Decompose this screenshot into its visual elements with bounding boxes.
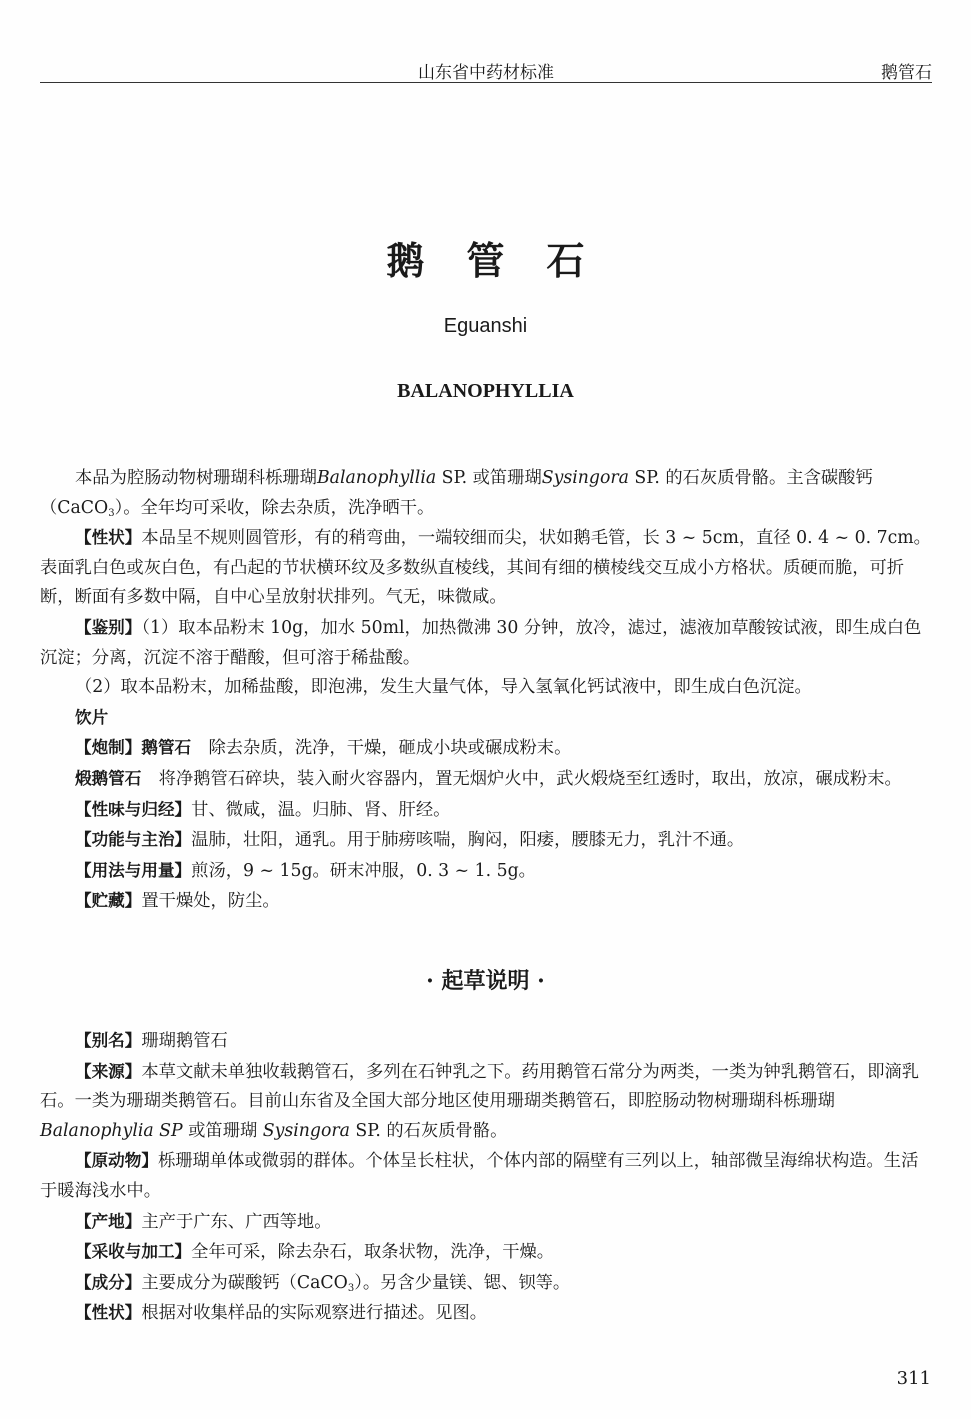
subheading-yinpian: 饮片 (75, 707, 109, 727)
intro-paragraph: 本品为腔肠动物树珊瑚科栎珊瑚Balanophyllia SP. 或笛珊瑚Sysingora SP. 的石灰质骨骼。主含碳酸钙（CaCO$_3$）。全年均可采收，除去杂质，洗净晒干。 (40, 468, 873, 519)
calcined-paragraph: 煅鹅管石 将净鹅管石碎块，装入耐火容器内，置无烟炉火中，武火煅烧至红透时，取出，放凉，碾成粉末。 (75, 768, 902, 789)
origin-paragraph: 【产地】主产于广东、广西等地。 (75, 1211, 332, 1232)
section-label: 【别名】 (75, 1031, 142, 1050)
page-title: 鹅管石 (386, 239, 627, 283)
processing-paragraph: 【炮制】鹅管石 除去杂质，洗净，干燥，砸成小块或碾成粉末。 (75, 738, 572, 759)
section-label: 【原动物】 (75, 1151, 158, 1171)
drafting-notes (40, 1026, 932, 1329)
storage-paragraph: 【贮藏】置干燥处，防尘。 (75, 891, 280, 912)
species-name: Sysingora (541, 468, 629, 488)
function-paragraph: 【功能与主治】温肺，壮阳，通乳。用于肺痨咳喘，胸闷，阳痿，腰膝无力，乳汁不通。 (75, 830, 745, 851)
section-label: 【性味与归经】 (75, 799, 192, 819)
section-label: 【采收与加工】 (75, 1242, 192, 1262)
section-label: 【用法与用量】 (75, 860, 192, 880)
harvest-paragraph: 【采收与加工】全年可采，除去杂石，取条状物，洗净，干燥。 (75, 1242, 555, 1263)
section-label: 【鉴别】 (75, 617, 142, 637)
section-label: 【炮制】 (75, 738, 142, 758)
source-paragraph: 【来源】本草文献未单独收载鹅管石，多列在石钟乳之下。药用鹅管石常分为两类，一类为钟乳鹅管石，即滴乳石。一类为珊瑚类鹅管石。目前山东省及全国大部分地区使用珊瑚类鹅管石，即腔肠动物树珊瑚科栎珊瑚 Balanophylia SP 或笛珊瑚 Sysingora SP. 的石灰质骨骼。 (40, 1061, 920, 1141)
section-label: 【功能与主治】 (75, 830, 192, 850)
identification-paragraph: 【鉴别】（1）取本品粉末 10g，加水 50ml，加热微沸 30 分钟，放冷，滤过，滤液加草酸铵试液，即生成白色沉淀；分离，沉淀不溶于醋酸，但可溶于稀盐酸。 (40, 617, 922, 668)
section-label: 【贮藏】 (75, 891, 142, 911)
identification-paragraph-2: （2）取本品粉末，加稀盐酸，即泡沸，发生大量气体，导入氢氧化钙试液中，即生成白色沉淀。 (75, 677, 812, 698)
section-label: 【来源】 (75, 1061, 142, 1081)
composition-paragraph: 【成分】主要成分为碳酸钙（CaCO$_3$）。另含少量镁、锶、钡等。 (75, 1272, 571, 1294)
section-label: 【产地】 (75, 1211, 142, 1231)
nature-paragraph: 【性味与归经】甘、微咸，温。归肺、肾、肝经。 (75, 799, 451, 820)
pinyin-name: Eguanshi (443, 315, 528, 337)
alias-paragraph: 【别名】珊瑚鹅管石 (75, 1031, 228, 1051)
header-entry-name: 鹅管石 (881, 63, 932, 83)
description-paragraph: 【性状】本品呈不规则圆管形，有的稍弯曲，一端较细而尖，状如鹅毛管，长 3 ~ 5cm，直径 0. 4 ~ 0. 7cm。表面乳白色或灰白色，有凸起的节状横环纹及多数纵直棱线，其间有细的横棱线交互成小方格状。质硬而脆，可折断，断面有多数中隔，自中心呈放射状排列。气无，味微咸。 (40, 528, 931, 608)
page-number: 311 (896, 1368, 931, 1389)
character-paragraph: 【性状】根据对收集样品的实际观察进行描述。见图。 (75, 1303, 488, 1324)
species-name: Balanophylia SP (40, 1120, 183, 1141)
latin-name: BALANOPHYLLIA (397, 380, 574, 402)
species-name: Balanophyllia (316, 468, 437, 488)
dosage-paragraph: 【用法与用量】煎汤，9 ~ 15g。研末冲服，0. 3 ~ 1. 5g。 (75, 860, 536, 881)
section-heading: · 起草说明 · (426, 968, 545, 994)
section-label: 【性状】 (75, 528, 142, 548)
section-label: 【成分】 (75, 1272, 142, 1292)
species-name: Sysingora (262, 1120, 350, 1141)
animal-paragraph: 【原动物】栎珊瑚单体或微弱的群体。个体呈长柱状，个体内部的隔壁有三列以上，轴部微呈海绵状构造。生活于暖海浅水中。 (40, 1151, 919, 1201)
header-book-title: 山东省中药材标准 (418, 63, 554, 83)
section-label: 【性状】 (75, 1303, 142, 1323)
monograph-body (40, 464, 932, 917)
running-header (40, 54, 932, 83)
